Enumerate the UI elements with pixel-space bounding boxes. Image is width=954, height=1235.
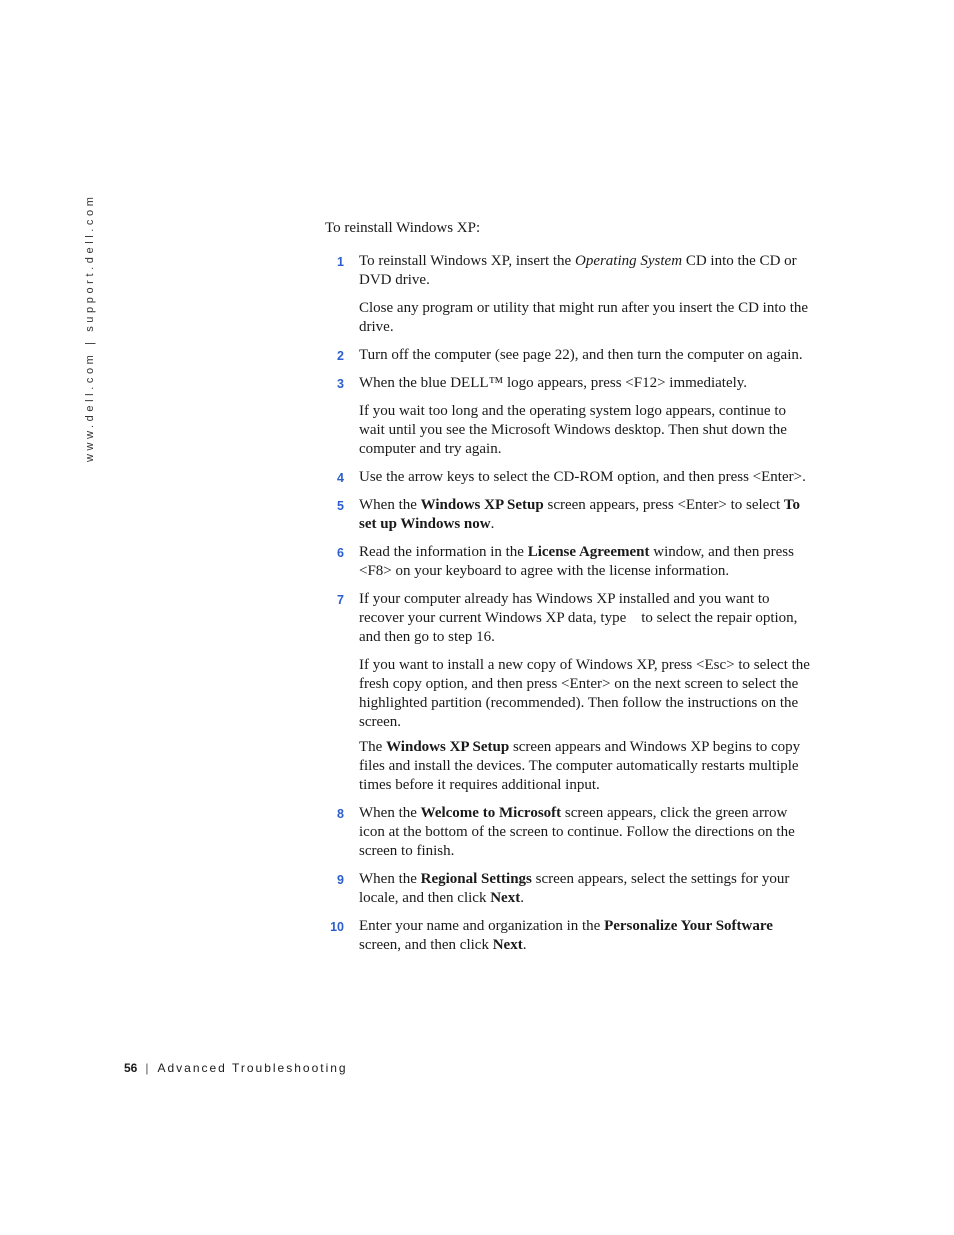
step-10 [325, 917, 815, 955]
step-text: When the Welcome to Microsoft screen appears, click the green arrow icon at the bottom of the screen to continue. Follow the directions on the screen to finish. [359, 805, 795, 859]
step-text: Turn off the computer (see page 22), and then turn the computer on again. [359, 347, 803, 363]
step-number: 6 [337, 546, 344, 560]
step-text: To reinstall Windows XP, insert the Operating System CD into the CD or DVD drive. [359, 253, 797, 288]
step-text: Use the arrow keys to select the CD-ROM option, and then press <Enter>. [359, 469, 806, 485]
step-note: Close any program or utility that might run after you insert the CD into the drive. [359, 300, 809, 335]
step-note: If you want to install a new copy of Windows XP, press <Esc> to select the fresh copy option, and then press <Enter> on the next screen to select the highlighted partition (recommended). Then follow the instructions on the screen. [359, 657, 810, 730]
step-text: If your computer already has Windows XP installed and you want to recover your current Windows XP data, type to select the repair option, and then go to step 16. [359, 591, 802, 645]
step-text: When the blue DELL™ logo appears, press <F12> immediately. [359, 375, 748, 391]
page-footer [124, 1061, 348, 1075]
step-9 [325, 870, 815, 908]
step-5 [325, 496, 815, 534]
section-title: Advanced Troubleshooting [157, 1061, 348, 1075]
step-number: 4 [337, 471, 344, 485]
step-number: 3 [337, 377, 344, 391]
step-text: Read the information in the License Agreement window, and then press <F8> on your keyboard to agree with the license information. [359, 544, 794, 579]
step-8 [325, 804, 815, 861]
step-3 [325, 374, 815, 459]
side-url: www.dell.com | support.dell.com [84, 193, 96, 462]
step-6 [325, 543, 815, 581]
step-number: 10 [330, 920, 344, 934]
step-number: 7 [337, 593, 344, 607]
step-2 [325, 346, 815, 365]
step-number: 8 [337, 807, 344, 821]
intro-text: To reinstall Windows XP: [325, 220, 481, 236]
step-number: 2 [337, 349, 344, 363]
footer-separator: | [145, 1061, 149, 1075]
step-note: The Windows XP Setup screen appears and Windows XP begins to copy files and install the devices. The computer automatically restarts multiple times before it requires additional input. [359, 739, 801, 793]
main-content [325, 219, 815, 964]
step-4 [325, 468, 815, 487]
page-number: 56 [124, 1061, 138, 1075]
step-1 [325, 252, 815, 337]
steps-list [325, 252, 815, 955]
step-number: 5 [337, 499, 344, 513]
step-text: When the Regional Settings screen appears, select the settings for your locale, and then click Next. [359, 871, 790, 906]
step-note: If you wait too long and the operating system logo appears, continue to wait until you see the Microsoft Windows desktop. Then shut down the computer and try again. [359, 403, 787, 457]
step-text: Enter your name and organization in the Personalize Your Software screen, and then click Next. [359, 918, 773, 953]
step-number: 9 [337, 873, 344, 887]
step-7 [325, 590, 815, 795]
step-number: 1 [337, 255, 344, 269]
step-text: When the Windows XP Setup screen appears, press <Enter> to select To set up Windows now. [359, 497, 801, 532]
